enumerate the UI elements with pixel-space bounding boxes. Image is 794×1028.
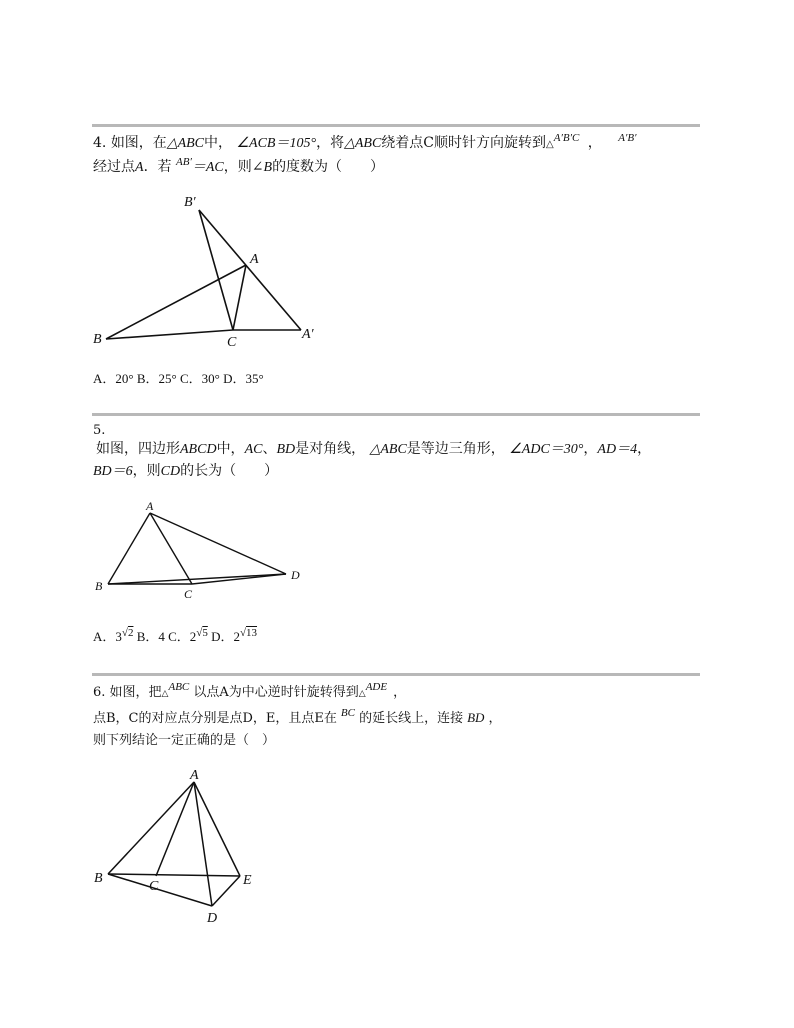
q4-label-B: B <box>93 332 102 347</box>
q5-label-A: A <box>146 499 154 513</box>
q6-label-D: D <box>207 911 218 926</box>
q5-choices: A．$3^{√2}$ B．4 C．$2^{√5}$ D．$2^{√13}$ <box>93 627 258 644</box>
q6-label-B: B <box>94 871 103 886</box>
q4-label-C: C <box>227 335 237 350</box>
q6-label-C: C <box>149 879 159 894</box>
q6-label-E: E <box>243 873 252 888</box>
q6-line1: 6. 如图，把△$^{ABC}$ 以点A为中心逆时针旋转得到△$^{ADE}$ ， <box>93 681 407 700</box>
q4-choices: A．20° B．25° C．30° D．35° <box>93 371 264 386</box>
q6-line2: 点B，C的对应点分别是点D，E，且点E在 $^{BC}$ 的延长线上，连接 BD ， <box>93 707 502 726</box>
q4-label-Aprime: A′ <box>302 327 314 342</box>
q6-segment-D-E <box>212 876 240 906</box>
q5-line2: BD＝6，则CD的长为（ ） <box>93 463 279 479</box>
q4-label-Bprime: B′ <box>184 195 196 210</box>
q5-label-D: D <box>291 568 300 582</box>
q6-segment-A-C <box>156 782 194 876</box>
q6-segment-B-E <box>108 874 240 876</box>
q6-segment-B-D <box>108 874 212 906</box>
q5-label-C: C <box>184 587 193 601</box>
q4-line2: 经过点A．若 $^{AB'}$＝AC，则∠B的度数为（ ） <box>93 156 385 175</box>
q6-label-A: A <box>190 768 199 783</box>
q5-number: 5. <box>93 423 106 438</box>
q5-line1: 如图，四边形ABCD中，AC、BD是对角线， △ABC是等边三角形， ∠ADC＝30°，AD＝4， <box>96 441 652 457</box>
q4-line1: 4. 如图，在△ABC中， ∠ACB＝105°，将△ABC绕着点C顺时针方向旋转到△$^{A'B'C}$ ， $^{A'B'}$ <box>93 132 637 151</box>
q5-label-B: B <box>95 579 103 593</box>
q4-label-A: A <box>250 252 259 267</box>
q6-line3: 则下列结论一定正确的是（ ） <box>93 733 276 748</box>
q6-segment-A-B <box>108 782 194 874</box>
